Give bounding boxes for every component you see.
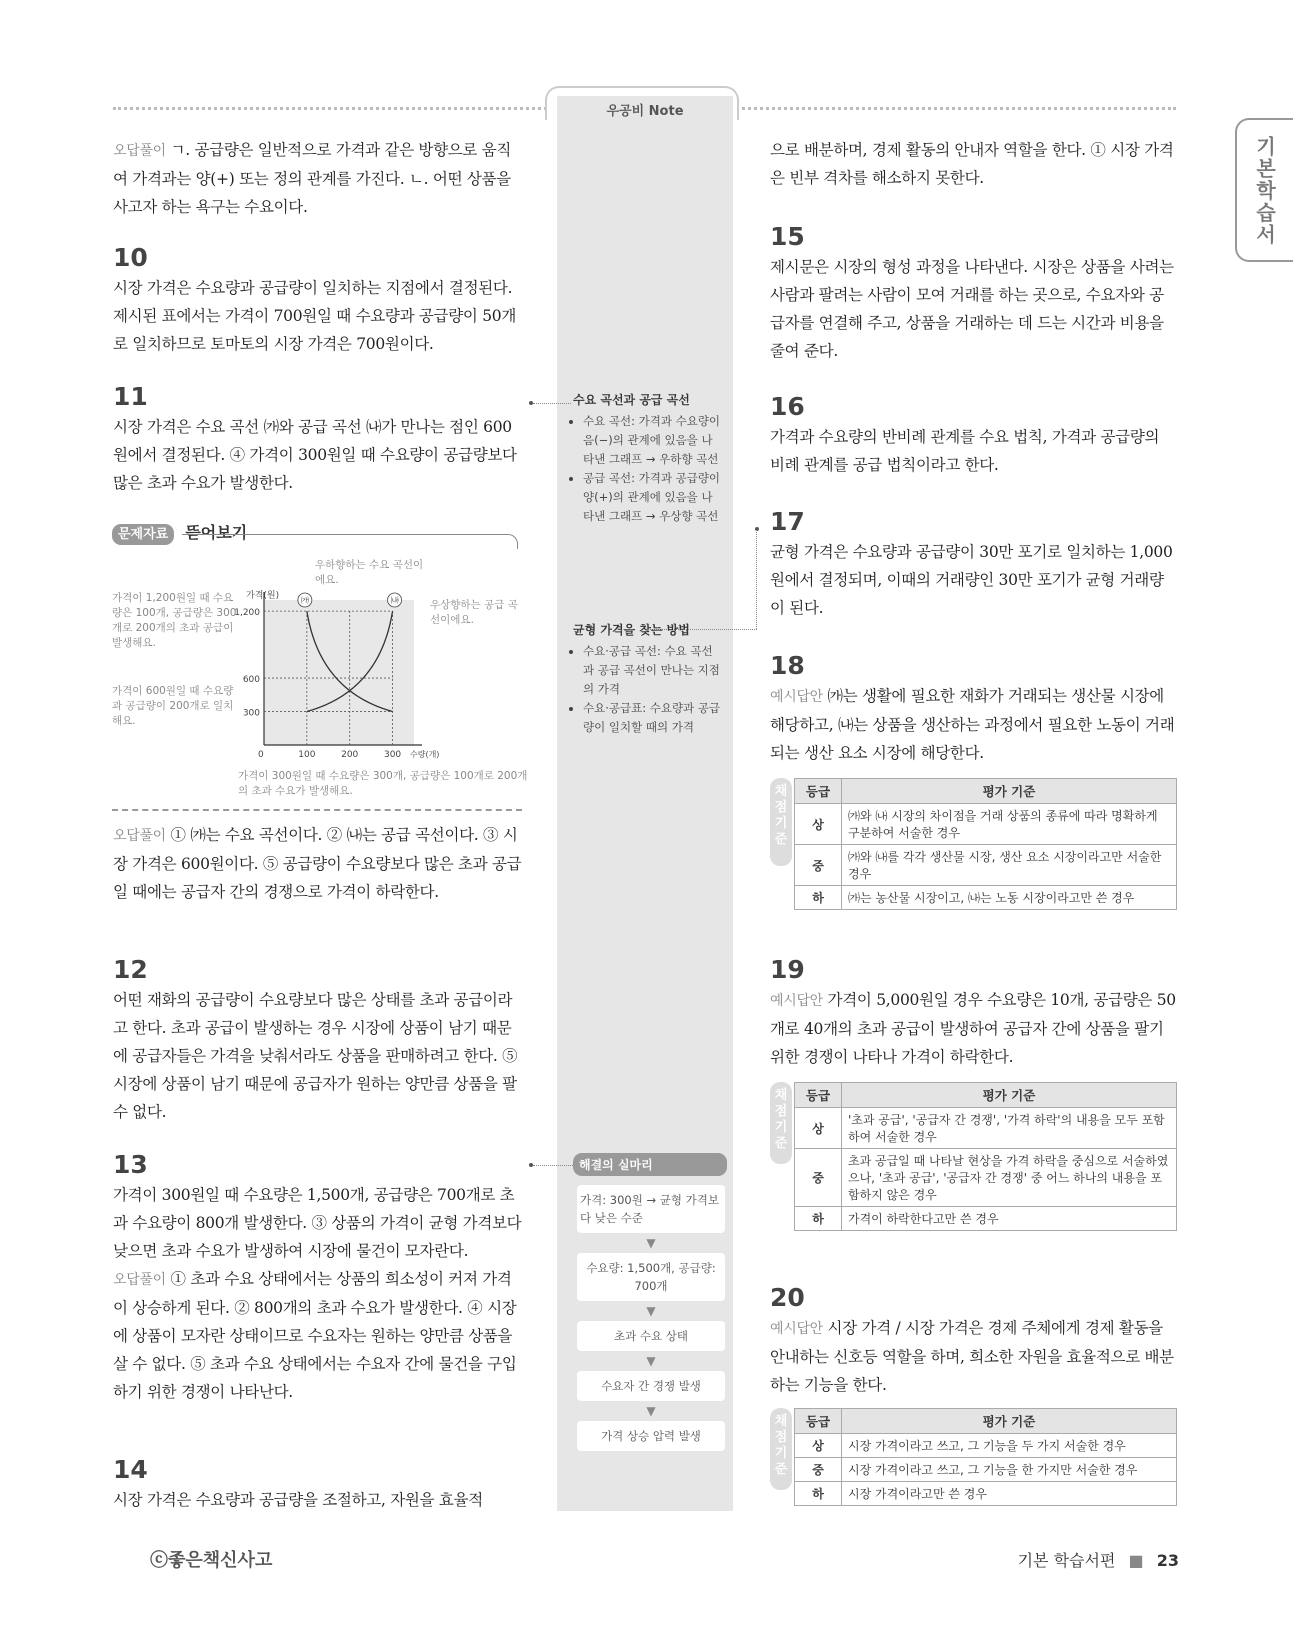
table-row (795, 1434, 1177, 1458)
table-row (795, 886, 1177, 910)
data-title-rule (182, 534, 518, 549)
data-badge: 문제자료 (112, 524, 174, 545)
q15-number: 15 (770, 222, 805, 251)
table-row (795, 804, 1177, 845)
crit-header: 평가 기준 (842, 779, 1177, 804)
data-title: 뜯어보기 (185, 523, 248, 542)
q10-number: 10 (113, 243, 148, 272)
crit-cell: 시장 가격이라고만 쓴 경우 (842, 1482, 1177, 1506)
grade-header: 등급 (795, 1083, 842, 1108)
table-row (795, 1482, 1177, 1506)
origin-label: 0 (258, 750, 264, 760)
q16-block (770, 392, 1177, 479)
crit-table (794, 778, 1177, 910)
example-label: 예시답안 (770, 993, 823, 1009)
odap-13-text: ① 초과 수요 상태에서는 상품의 희소성이 커져 가격이 상승하게 된다. ② 800개의 초과 수요가 발생한다. ④ 시장에 상품이 모자란 상태이므로 수요자는 원하는 양만큼 상품을 살 수 없다. ⑤ 초과 수요 상태에서는 수요자 간에 물건을 구입하기 위한 경쟁이 나타난다. (113, 1270, 517, 1401)
q13-block (113, 1150, 523, 1406)
y-tick-label: 600 (242, 675, 260, 686)
crit-cell: 시장 가격이라고 쓰고, 그 기능을 두 가지 서술한 경우 (842, 1434, 1177, 1458)
q16-number: 16 (770, 392, 805, 421)
crit-cell: 가격이 하락한다고만 쓴 경우 (842, 1207, 1177, 1231)
leader-1 (533, 403, 571, 404)
crit-cell: '초과 공급', '공급자 간 경쟁', '가격 하락'의 내용을 모두 포함하여 서술한 경우 (842, 1108, 1177, 1149)
publisher-logo: ⓒ좋은책신사고 (150, 1550, 273, 1571)
odap-11-label: 오답풀이 (113, 828, 166, 844)
table-row (795, 1149, 1177, 1207)
note-sec3-title: 해결의 실마리 (573, 1153, 727, 1176)
q14-cont-block (770, 136, 1177, 192)
flow-arrow-icon: ▼ (646, 1354, 656, 1368)
note-600: 가격이 600원일 때 수요량과 공급량이 200개로 일치해요. (112, 685, 234, 727)
crit-table (794, 1082, 1177, 1231)
supply-demand-chart (234, 585, 440, 770)
flow-step-5: 가격 상승 압력 발생 (577, 1421, 725, 1451)
q18-text: ㈎는 생활에 필요한 재화가 거래되는 생산물 시장에 해당하고, ㈏는 상품을 생산하는 과정에서 필요한 노동이 거래되는 생산 요소 시장에 해당한다. (770, 687, 1175, 762)
grade-cell: 하 (795, 1207, 842, 1231)
table-row (795, 845, 1177, 886)
q19-text: 가격이 5,000원일 경우 수요량은 10개, 공급량은 50개로 40개의 초과 공급이 발생하여 공급자 간에 상품을 팔기 위한 경쟁이 나타나 가격이 하락한다. (770, 991, 1176, 1066)
footer-separator: ■ (1128, 1551, 1144, 1570)
y-tick-label: 1,200 (234, 608, 260, 619)
q10-text: 시장 가격은 수요량과 공급량이 일치하는 지점에서 결정된다. 제시된 표에서는 가격이 700원일 때 수요량과 공급량이 50개로 일치하므로 토마토의 시장 가격은 700원이다. (113, 279, 517, 353)
odap-13-label: 오답풀이 (113, 1272, 166, 1288)
flow-arrow-icon: ▼ (646, 1236, 656, 1250)
note-title: 우공비 Note (606, 104, 684, 119)
q12-text: 어떤 재화의 공급량이 수요량보다 많은 상태를 초과 공급이라고 한다. 초과 공급이 발생하는 경우 시장에 상품이 남기 때문에 공급자들은 가격을 낮춰서라도 상품을 판매하려고 한다. ⑤ 시장에 상품이 남기 때문에 공급자가 원하는 양만큼 상품을 팔 수 없다. (113, 991, 518, 1121)
grade-header: 등급 (795, 779, 842, 804)
odap-label: 오답풀이 (113, 143, 166, 159)
note-sec1-item: • 공급 곡선: 가격과 공급량이 양(+)의 관계에 있음을 나타낸 그래프 → 우상향 곡선 (583, 469, 723, 526)
q14-number: 14 (113, 1455, 148, 1484)
q15-block (770, 222, 1177, 365)
note-sec1-item: • 수요 곡선: 가격과 수요량이 음(−)의 관계에 있음을 나타낸 그래프 → 우하향 곡선 (583, 412, 723, 469)
plot-area (264, 600, 414, 745)
q17-text: 균형 가격은 수요량과 공급량이 30만 포기로 일치하는 1,000원에서 결정되며, 이때의 거래량인 30만 포기가 균형 거래량이 된다. (770, 543, 1173, 617)
q11-number: 11 (113, 382, 148, 411)
note-sec1 (573, 391, 723, 526)
q13-number: 13 (113, 1150, 148, 1179)
grade-header: 등급 (795, 1409, 842, 1434)
x-tick-label: 100 (298, 750, 316, 760)
crit-cell: ㈎와 ㈏를 각각 생산물 시장, 생산 요소 시장이라고만 서술한 경우 (842, 845, 1177, 886)
odap-text: ㄱ. 공급량은 일반적으로 가격과 같은 방향으로 움직여 가격과는 양(+) 또는 정의 관계를 가진다. ㄴ. 어떤 상품을 사고자 하는 욕구는 수요이다. (113, 141, 512, 216)
q14-text: 시장 가격은 수요량과 공급량을 조절하고, 자원을 효율적 (113, 1491, 483, 1509)
q14-block (113, 1455, 523, 1514)
q20-number: 20 (770, 1283, 805, 1312)
y-axis-label: 가격(원) (246, 591, 280, 601)
grade-cell: 상 (795, 1108, 842, 1149)
flow-step-1: 가격: 300원 → 균형 가격보다 낮은 수준 (577, 1185, 725, 1233)
page-number: 23 (1156, 1551, 1179, 1570)
q17-block (770, 507, 1177, 622)
note-sec2-item: • 수요·공급 곡선: 수요 곡선과 공급 곡선이 만나는 지점의 가격 (583, 642, 723, 699)
dashed-divider (112, 809, 522, 811)
q13-text: 가격이 300원일 때 수요량은 1,500개, 공급량은 700개로 초과 수요량이 800개 발생한다. ③ 상품의 가격이 균형 가격보다 낮으면 초과 수요가 발생하여 시장에 물건이 모자란다. (113, 1186, 522, 1260)
grade-cell: 중 (795, 845, 842, 886)
q11-text: 시장 가격은 수요 곡선 ㈎와 공급 곡선 ㈏가 만나는 점인 600원에서 결정된다. ④ 가격이 300원일 때 수요량이 공급량보다 많은 초과 수요가 발생한다. (113, 418, 517, 492)
footer-page-info (1018, 1548, 1179, 1571)
note-demand: 우하향하는 수요 곡선이에요. (315, 559, 424, 586)
side-tab-label: 기본학습서 (1252, 136, 1277, 246)
x-tick-label: 300 (383, 750, 402, 760)
flow-arrow-icon: ▼ (646, 1304, 656, 1318)
note-supply: 우상향하는 공급 곡선이에요. (430, 599, 518, 626)
flow-chart (573, 1185, 729, 1451)
crit-table (794, 1408, 1177, 1506)
q12-number: 12 (113, 955, 148, 984)
q12-block (113, 955, 523, 1126)
grade-cell: 중 (795, 1458, 842, 1482)
y-tick-label: 300 (242, 708, 260, 719)
note-sec2-title: 균형 가격을 찾는 방법 (573, 623, 690, 637)
x-tick-label: 200 (341, 750, 359, 760)
crit-side-label: 채 점 기 준 (770, 1408, 792, 1490)
flow-arrow-icon: ▼ (646, 1404, 656, 1418)
crit-cell: 시장 가격이라고 쓰고, 그 기능을 한 가지만 서술한 경우 (842, 1458, 1177, 1482)
leader-2v (756, 530, 757, 629)
odap-11-text: ① ㈎는 수요 곡선이다. ② ㈏는 공급 곡선이다. ③ 시장 가격은 600원이다. ⑤ 공급량이 수요량보다 많은 초과 공급일 때에는 공급자 간의 경쟁으로 가격이 하락한다. (113, 826, 522, 901)
q11-block (113, 382, 523, 497)
note-1200: 가격이 1,200원일 때 수요량은 100개, 공급량은 300개로 200개의 초과 공급이 발생해요. (112, 592, 237, 649)
crit-side-label: 채 점 기 준 (770, 778, 792, 866)
q14-cont-text: 으로 배분하며, 경제 활동의 안내자 역할을 한다. ① 시장 가격은 빈부 격차를 해소하지 못한다. (770, 141, 1174, 187)
q18-block (770, 651, 1177, 767)
crit-cell: ㈎와 ㈏ 시장의 차이점을 거래 상품의 종류에 따라 명확하게 구분하여 서술한 경우 (842, 804, 1177, 845)
x-axis-label: 수량(개) (410, 750, 440, 759)
q18-number: 18 (770, 651, 805, 680)
table-row (795, 1458, 1177, 1482)
q20-block (770, 1283, 1177, 1399)
grade-cell: 중 (795, 1149, 842, 1207)
example-label: 예시답안 (770, 689, 823, 705)
grade-cell: 하 (795, 1482, 842, 1506)
footer-book: 기본 학습서편 (1017, 1551, 1116, 1570)
flow-step-4: 수요자 간 경쟁 발생 (577, 1371, 725, 1401)
grade-cell: 상 (795, 804, 842, 845)
flow-step-2: 수요량: 1,500개, 공급량: 700개 (577, 1253, 725, 1301)
side-tab (1235, 118, 1293, 262)
odap-11-block (113, 821, 523, 906)
flow-step-3: 초과 수요 상태 (577, 1321, 725, 1351)
note-sec2-item: • 수요·공급표: 수요량과 공급량이 일치할 때의 가격 (583, 699, 723, 737)
odap-intro-block (113, 136, 523, 221)
supply-curve-label: ㈏ (390, 596, 399, 605)
demand-curve-label: ㈎ (300, 596, 309, 605)
example-label: 예시답안 (770, 1321, 823, 1337)
table-row (795, 1207, 1177, 1231)
q10-block (113, 243, 523, 358)
crit-cell: ㈎는 농산물 시장이고, ㈏는 노동 시장이라고만 쓴 경우 (842, 886, 1177, 910)
q16-text: 가격과 수요량의 반비례 관계를 수요 법칙, 가격과 공급량의 비례 관계를 공급 법칙이라고 한다. (770, 428, 1160, 474)
note-sec2 (573, 621, 723, 737)
q15-text: 제시문은 시장의 형성 과정을 나타낸다. 시장은 상품을 사려는 사람과 팔려는 사람이 모여 거래를 하는 곳으로, 수요자와 공급자를 연결해 주고, 상품을 거래하는 데 드는 시간과 비용을 줄여 준다. (770, 258, 1174, 360)
crit-header: 평가 기준 (842, 1409, 1177, 1434)
q20-text: 시장 가격 / 시장 가격은 경제 주체에게 경제 활동을 안내하는 신호등 역할을 하며, 희소한 자원을 효율적으로 배분하는 기능을 한다. (770, 1319, 1174, 1394)
grade-cell: 하 (795, 886, 842, 910)
crit-cell: 초과 공급일 때 나타날 현상을 가격 하락을 중심으로 서술하였으나, '초과 공급', '공급자 간 경쟁' 중 어느 하나의 내용을 포함하지 않은 경우 (842, 1149, 1177, 1207)
leader-3 (533, 1165, 573, 1166)
grade-cell: 상 (795, 1434, 842, 1458)
q17-number: 17 (770, 507, 805, 536)
q19-block (770, 955, 1177, 1071)
q19-number: 19 (770, 955, 805, 984)
note-sec1-title: 수요 곡선과 공급 곡선 (573, 393, 690, 407)
crit-side-label: 채 점 기 준 (770, 1082, 792, 1164)
crit-header: 평가 기준 (842, 1083, 1177, 1108)
note-300: 가격이 300원일 때 수요량은 300개, 공급량은 100개로 200개의 초과 수요가 발생해요. (238, 770, 528, 797)
table-row (795, 1108, 1177, 1149)
